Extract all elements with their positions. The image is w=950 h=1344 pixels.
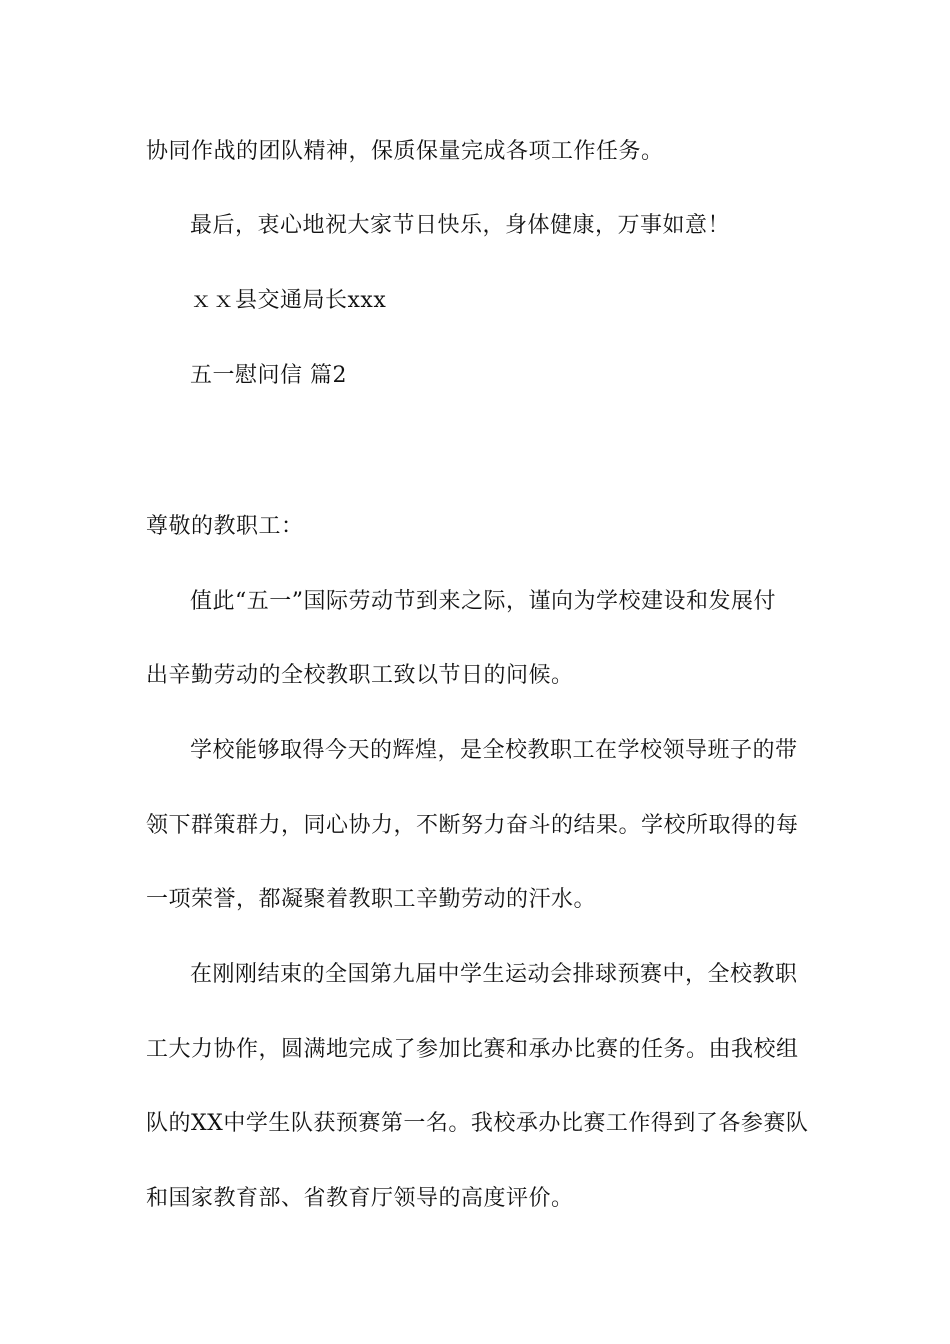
signature: ｘｘ县交通局长xxx [190, 288, 387, 313]
paragraph-line: 领下群策群力，同心协力，不断努力奋斗的结果。学校所取得的每 [146, 813, 799, 838]
paragraph-continuation: 协同作战的团队精神，保质保量完成各项工作任务。 [146, 139, 664, 164]
paragraph-line: 和国家教育部、省教育厅领导的高度评价。 [146, 1186, 574, 1211]
paragraph-line: 学校能够取得今天的辉煌，是全校教职工在学校领导班子的带 [190, 738, 798, 763]
paragraph-line: 在刚刚结束的全国第九届中学生运动会排球预赛中，全校教职 [190, 962, 798, 987]
paragraph-line: 值此“五一”国际劳动节到来之际，谨向为学校建设和发展付 [190, 589, 776, 614]
paragraph-line: 一项荣誉，都凝聚着教职工辛勤劳动的汗水。 [146, 887, 597, 912]
paragraph-line: 队的XX中学生队获预赛第一名。我校承办比赛工作得到了各参赛队 [146, 1111, 809, 1136]
paragraph-line: 工大力协作，圆满地完成了参加比赛和承办比赛的任务。由我校组 [146, 1037, 799, 1062]
closing-wishes: 最后，衷心地祝大家节日快乐，身体健康，万事如意！ [190, 213, 731, 238]
salutation: 尊敬的教职工： [146, 514, 304, 539]
paragraph-line: 出辛勤劳动的全校教职工致以节日的问候。 [146, 663, 574, 688]
section-title: 五一慰问信 篇2 [190, 363, 347, 388]
